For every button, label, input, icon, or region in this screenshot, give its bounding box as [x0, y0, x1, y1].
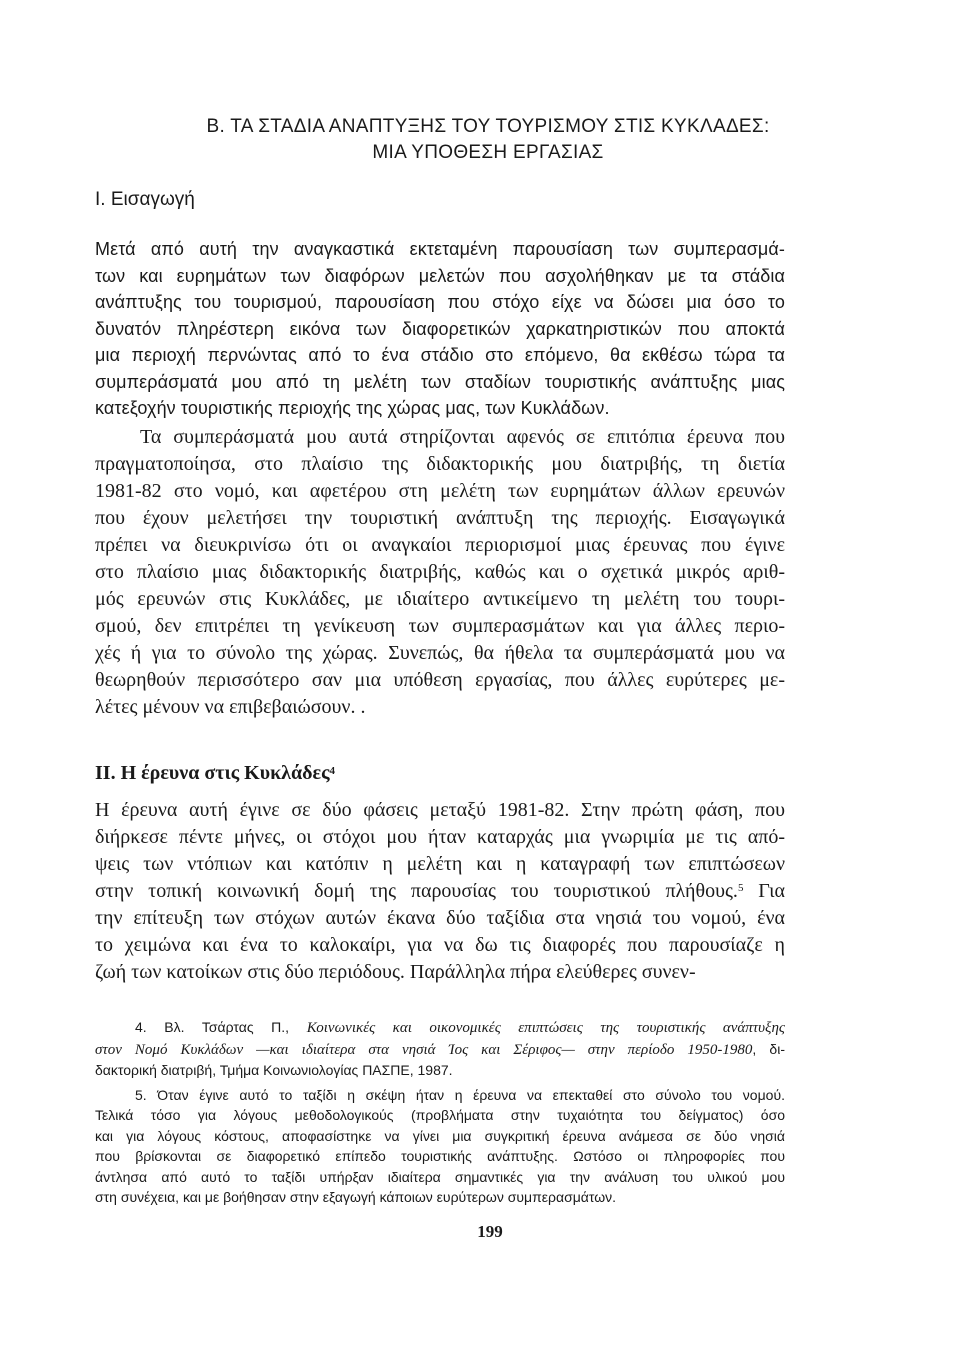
- footnote-italic-title: στον Νομό Κυκλάδων —και ιδιαίτερα στα νησιά Ίος και Σέριφος— στην περίοδο 1950-1980: [95, 1041, 753, 1058]
- text-line: Μετά από αυτή την αναγκαστικά εκτεταμένη παρουσίαση των συμπερασμά-: [95, 239, 785, 259]
- text-line: την επίτευξη των στόχων αυτών έκανα δύο ταξίδια στα νησιά του νομού, ένα: [95, 907, 785, 929]
- footnote-line: στη συνέχεια, και με βοήθησαν στην εξαγωγή κάποιων ευρύτερων συμπερασμάτων.: [95, 1189, 617, 1205]
- text-line: ζωή των κατοίκων στις δύο περιόδους. Παράλληλα πήρα ελεύθερες συνεν-: [95, 961, 696, 983]
- chapter-title-line-1: Β. ΤΑ ΣΤΑΔΙΑ ΑΝΑΠΤΥΞΗΣ ΤΟΥ ΤΟΥΡΙΣΜΟΥ ΣΤΙΣ ΚΥΚΛΑΔΕΣ:: [206, 116, 770, 137]
- text-line: χές ή για το σύνολο της χώρας. Συνεπώς, θα ήθελα τα συμπεράσματά μου να: [95, 642, 785, 664]
- footnote-italic-title: Κοινωνικές και οικονομικές επιπτώσεις της τουριστικής ανάπτυξης: [306, 1020, 785, 1036]
- text-line: πραγματοποίησα, στο πλαίσιο της διδακτορικής μου διατριβής, τη διετία: [95, 453, 785, 475]
- footnote-line: που βρίσκονται σε διαφορετικό επίπεδο τουριστικής ανάπτυξης. Ωστόσο οι πληροφορίες που: [95, 1148, 785, 1164]
- text-line: μός ερευνών στις Κυκλάδες, με ιδιαίτερο αντικείμενο τη μελέτη του τουρι-: [95, 588, 785, 610]
- chapter-title-line-2: ΜΙΑ ΥΠΟΘΕΣΗ ΕΡΓΑΣΙΑΣ: [372, 142, 604, 163]
- text-line: Η έρευνα αυτή έγινε σε δύο φάσεις μεταξύ 1981-82. Στην πρώτη φάση, που: [95, 799, 785, 821]
- footnote-fragment: , δι-: [752, 1040, 785, 1057]
- section-heading-research: [95, 760, 335, 786]
- text-line: Τα συμπεράσματά μου αυτά στηρίζονται αφενός σε επιτόπια έρευνα που: [140, 426, 785, 448]
- text-fragment: Για: [743, 880, 786, 902]
- footnote-ref-4[interactable]: 4: [329, 765, 336, 777]
- text-line: κατεξοχήν τουριστικής περιοχής της χώρας μας, των Κυκλάδων.: [95, 398, 610, 418]
- research-paragraph-1: [95, 797, 785, 986]
- text-line: συμπεράσματά μου από τη μελέτη των σταδίων τουριστικής ανάπτυξης μιας: [95, 371, 785, 392]
- footnote-line: Τελικά τόσο για λόγους μεθοδολογικούς (προβλήματα στην τυχαιότητα του δείγματος) όσο: [95, 1107, 785, 1123]
- text-line: δυνατόν πληρέστερη εικόνα των διαφορετικών χαρκατηριστικών που αποκτά: [95, 318, 785, 339]
- text-line: 1981-82 στο νομό, και αφετέρου στη μελέτη των ευρημάτων άλλων ερευνών: [95, 480, 785, 502]
- text-line: λέτες μένουν να επιβεβαιώσουν. .: [95, 696, 366, 718]
- intro-paragraph-1: [95, 236, 785, 422]
- text-line-with-note: [95, 878, 785, 905]
- intro-paragraph-2: [95, 424, 785, 721]
- footnote-line: και για λόγους κόστους, αποφασίστηκε να γίνει μια συγκριτική έρευνα ανάμεσα σε δύο νησιά: [95, 1127, 785, 1144]
- text-line: διήρκεσε πέντε μήνες, οι στόχοι μου ήταν καταρχάς μια γνωριμία με τις από-: [95, 826, 785, 848]
- footnote-line: [95, 1017, 785, 1039]
- text-line: το χειμώνα και ένα το καλοκαίρι, για να δω τις διαφορές που παρουσίαζε η: [95, 934, 785, 956]
- text-line: σμού, δεν επιτρέπει τη γενίκευση των συμπερασμάτων και για άλλες περιο-: [95, 615, 785, 637]
- text-line: πρέπει να διευκρινίσω ότι οι αναγκαίοι περιορισμοί μιας έρευνας που έγινε: [95, 534, 785, 556]
- footnote-5: [95, 1085, 785, 1208]
- text-line: των και ευρημάτων των διαφόρων μελετών που ασχολήθηκαν με τα στάδια: [95, 265, 785, 286]
- section-heading-text: ΙΙ. Η έρευνα στις Κυκλάδες: [95, 762, 330, 784]
- text-line: μια περιοχή περνώντας από το ένα στάδιο στο επόμενο, θα εκθέσω τώρα τα: [95, 345, 785, 365]
- text-fragment: στην τοπική κοινωνική δομή της παρουσίας του τουριστικού πλήθους.: [95, 880, 738, 902]
- footnote-line: άντλησα από αυτό το ταξίδι υπήρξαν ιδιαίτερα σημαντικές για την ανάλυση του υλικού μου: [95, 1168, 785, 1185]
- footnote-ref-5[interactable]: 5: [737, 882, 744, 894]
- text-line: στο πλαίσιο μιας διδακτορικής διατριβής, καθώς και ο σχετικά μικρός αριθ-: [95, 561, 785, 583]
- text-line: που έχουν μελετήσει την τουριστική ανάπτυξη της περιοχής. Εισαγωγικά: [95, 507, 785, 529]
- text-line: θεωρηθούν περισσότερο σαν μια υπόθεση εργασίας, που άλλες ευρύτερες με-: [95, 669, 785, 691]
- text-line: ψεις των ντόπιων και κατόπιν η μελέτη και η καταγραφή των επιπτώσεων: [95, 853, 785, 875]
- text-line: ανάπτυξης του τουρισμού, παρουσίαση που στόχο είχε να δώσει μια όσο το: [95, 292, 785, 312]
- footnote-4: [95, 1017, 785, 1081]
- footnote-line: [95, 1039, 785, 1061]
- section-heading-introduction: Ι. Εισαγωγή: [95, 189, 195, 210]
- footnote-prefix: 4. Βλ. Τσάρτας Π.,: [135, 1019, 307, 1035]
- footnote-line: 5. Όταν έγινε αυτό το ταξίδι η σκέψη ήταν η έρευνα να επεκταθεί στο σύνολο του νομού.: [135, 1086, 785, 1103]
- page-number: 199: [477, 1222, 503, 1241]
- footnote-line: δακτορική διατριβή, Τμήμα Κοινωνιολογίας ΠΑΣΠΕ, 1987.: [95, 1062, 453, 1078]
- footnotes: [95, 1017, 785, 1212]
